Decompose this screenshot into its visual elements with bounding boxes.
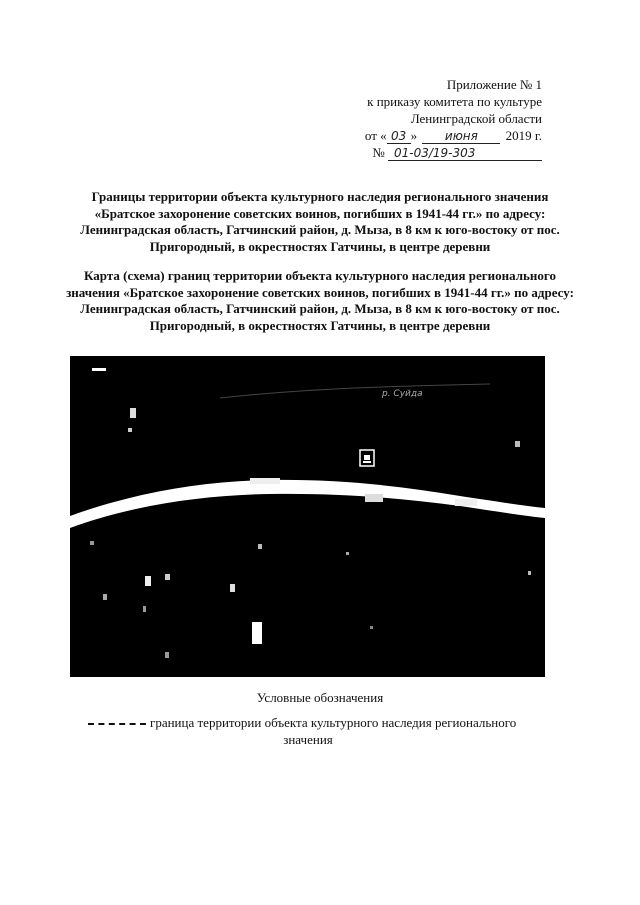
legend-title: Условные обозначения	[256, 690, 384, 705]
number-prefix: №	[372, 145, 385, 160]
map-spot	[103, 594, 107, 600]
date-day: 03	[387, 129, 411, 144]
map-spot	[252, 622, 262, 644]
map-spot	[165, 574, 170, 580]
map-spot	[365, 494, 383, 502]
appendix-line-2: к приказу комитета по культуре	[367, 94, 542, 109]
map-spot	[165, 652, 169, 658]
map-image	[70, 356, 545, 677]
map-spot	[92, 368, 106, 371]
legend-boundary-row	[88, 714, 548, 748]
date-prefix: от «	[364, 128, 387, 143]
map-spot	[250, 478, 280, 484]
legend-boundary-label: граница территории объекта культурного наследия регионального	[150, 715, 517, 730]
map-spot	[230, 584, 235, 592]
map-spot	[145, 576, 151, 586]
map-caption: Карта (схема) границ территории объекта культурного наследия регионального значения «Братское захоронение советских воинов, погибших в 1941-44 гг.» по адресу: Ленинградская область, Гатчинский район, д. Мыза, в 8 км к юго-востоку от пос. Пригородный, в окрестностях Гатчины, в центре деревни	[66, 268, 574, 333]
map-spot	[515, 441, 520, 447]
territory-map	[70, 356, 545, 677]
boundary-dash-symbol-icon	[88, 723, 146, 725]
date-month: июня	[422, 129, 500, 144]
map-spot	[90, 541, 94, 545]
map-spot	[130, 408, 136, 418]
map-spot	[528, 571, 531, 575]
map-spot	[370, 626, 373, 629]
map-spot	[346, 552, 349, 555]
map-background	[70, 356, 545, 677]
appendix-block	[282, 76, 542, 161]
number-value: 01-03/19-303	[388, 146, 542, 161]
date-year: 2019 г.	[505, 128, 542, 143]
appendix-number	[282, 144, 542, 161]
memorial-marker-icon	[360, 450, 374, 466]
appendix-date	[282, 127, 542, 144]
river-label: р. Суйда	[382, 389, 423, 399]
legend-boundary-label-cont: значения	[283, 732, 333, 747]
appendix-line-3: Ленинградской области	[410, 111, 542, 126]
map-spot	[455, 499, 477, 506]
date-mid: »	[410, 128, 418, 143]
document-title: Границы территории объекта культурного наследия регионального значения «Братское захоронение советских воинов, погибших в 1941-44 гг.» по адресу: Ленинградская область, Гатчинский район, д. Мыза, в 8 км к юго-востоку от пос. Пригородный, в окрестностях Гатчины, в центре деревни	[80, 189, 560, 254]
map-spot	[258, 544, 262, 549]
map-spot	[143, 606, 146, 612]
map-spot	[128, 428, 132, 432]
appendix-line-1: Приложение № 1	[446, 77, 542, 92]
